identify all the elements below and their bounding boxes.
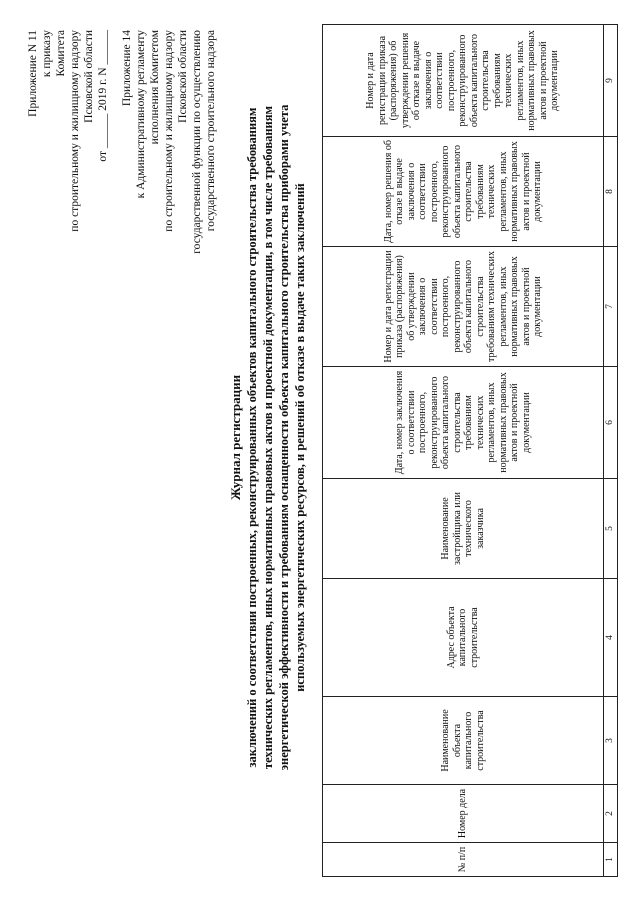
column-number: 3 bbox=[604, 697, 618, 785]
title-line: заключений о соответствии построенных, реконструированных объектов капитального строительства требованиям bbox=[245, 107, 259, 768]
appendix-line: к приказу bbox=[41, 30, 53, 78]
header-cell: Наименование застройщика или технического заказчика bbox=[323, 479, 604, 579]
appendix-line: Приложение N 11 bbox=[27, 30, 39, 117]
appendix-line: государственного строительного надзора bbox=[205, 30, 217, 232]
column-number-row bbox=[604, 25, 618, 877]
appendix-line: по строительному и жилищному надзору bbox=[163, 30, 175, 232]
column-number: 5 bbox=[604, 479, 618, 579]
appendix-line: Псковской области bbox=[83, 30, 95, 123]
header-cell: Адрес объекта капитального строительства bbox=[323, 579, 604, 697]
spacer bbox=[110, 30, 120, 330]
column-number: 9 bbox=[604, 25, 618, 137]
registry-table bbox=[322, 24, 618, 877]
header-cell: Номер и дата регистрации приказа (распоряжения) об утверждении заключения о соответствии построенного, реконструированного объекта капитального строительства требованиям технических регламентов, иных нормативных правовых актов и проектной документации bbox=[323, 247, 604, 367]
header-cell: Номер дела bbox=[323, 785, 604, 843]
document-title bbox=[228, 20, 308, 855]
column-number: 8 bbox=[604, 137, 618, 247]
column-number: 4 bbox=[604, 579, 618, 697]
appendix-line: Комитета bbox=[55, 30, 67, 77]
title-main: Журнал регистрации bbox=[228, 374, 243, 501]
title-line: технических регламентов, иных нормативных правовых актов и проектной документации, в том числе требованиям bbox=[261, 105, 275, 770]
header-cell: Наименование объекта капитального строительства bbox=[323, 697, 604, 785]
column-number: 7 bbox=[604, 247, 618, 367]
title-line: энергетической эффективности и требованиям оснащенности объекта капитального строительства приборами учета bbox=[277, 104, 291, 771]
header-cell: № п/п bbox=[323, 843, 604, 877]
title-line: используемых энергетических ресурсов, и решений об отказе в выдаче таких заключений bbox=[293, 183, 307, 692]
column-number: 1 bbox=[604, 843, 618, 877]
header-cell: Дата, номер заключения о соответствии построенного, реконструированного объекта капитального строительства требованиям технических регламентов, иных нормативных правовых актов и проектной документации bbox=[323, 367, 604, 479]
appendix-header bbox=[26, 30, 218, 330]
appendix-line: Приложение 14 bbox=[121, 30, 133, 107]
header-row bbox=[323, 25, 604, 877]
header-cell: Номер и дата регистрации приказа (распоряжения) об утверждении решения об отказе в выдаче заключения о соответствии построенного, реконструированного объекта капитального строительства требованиям технических регламентов, иных нормативных правовых актов и проектной документации bbox=[323, 25, 604, 137]
header-cell: Дата, номер решения об отказе в выдаче заключения о соответствии построенного, реконструированного объекта капитального строительства требованиям технических регламентов, иных нормативных правовых актов и проектной документации bbox=[323, 137, 604, 247]
appendix-line: по строительному и жилищному надзору bbox=[69, 30, 81, 232]
appendix-line: от ______ 2019 г. N ______ bbox=[97, 30, 109, 162]
appendix-line: к Административному регламенту bbox=[135, 30, 147, 199]
appendix-line: государственной функции по осуществлению bbox=[191, 30, 203, 254]
appendix-line: исполнения Комитетом bbox=[149, 30, 161, 145]
appendix-line: Псковской области bbox=[177, 30, 189, 123]
column-number: 2 bbox=[604, 785, 618, 843]
column-number: 6 bbox=[604, 367, 618, 479]
